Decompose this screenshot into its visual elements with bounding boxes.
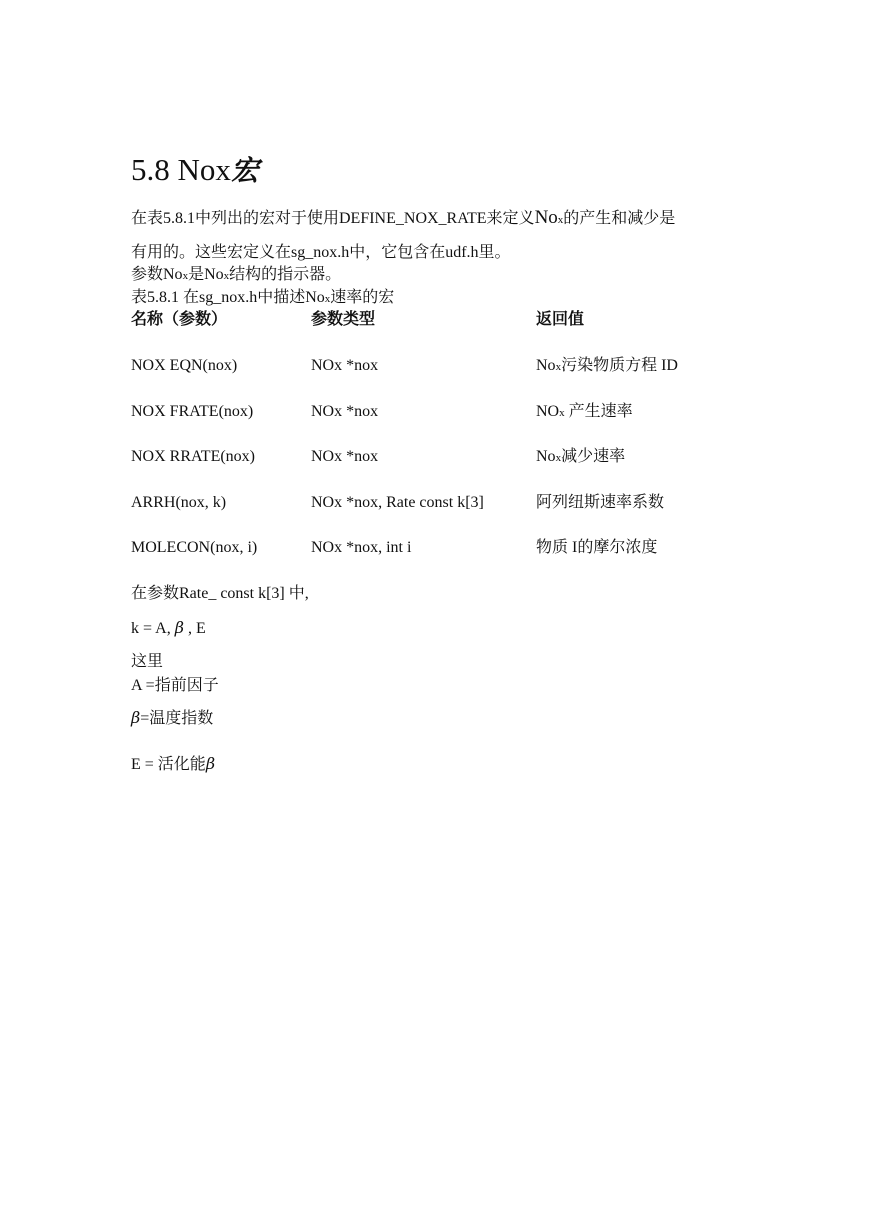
header-return: 返回值 <box>536 311 585 328</box>
intro-sub-3a: x <box>182 270 189 282</box>
cell-name: NOX RRATE(nox) <box>131 448 255 465</box>
header-type: 参数类型 <box>311 311 376 328</box>
intro-line-2: 有用的。这些宏定义在sg_nox.h中，它包含在udf.h里。 <box>131 244 511 261</box>
section-number: 5.8 Nox <box>131 152 231 187</box>
cell-return: NOx 产生速率 <box>536 403 633 420</box>
cell-type: NOx *nox <box>311 357 379 374</box>
here-label: 这里 <box>131 653 164 670</box>
intro-text-1b: 的产生和减少是 <box>563 210 676 227</box>
intro-text-1a: 在表5.8.1中列出的宏对于使用DEFINE_NOX_RATE来定义 <box>131 210 535 227</box>
cell-return: Nox污染物质方程 ID <box>536 357 678 374</box>
k-text-b: , E <box>183 620 206 637</box>
caption-sub: x <box>324 293 331 305</box>
table-caption <box>131 288 394 309</box>
k-text-a: k = A, <box>131 620 175 637</box>
cell-name: NOX EQN(nox) <box>131 357 238 374</box>
beta-symbol: β <box>131 708 141 727</box>
beta-def-text: =温度指数 <box>140 710 214 727</box>
cell-type: NOx *nox <box>311 448 379 465</box>
intro-n: N <box>534 207 549 228</box>
header-name: 名称（参数） <box>131 311 228 328</box>
a-definition: A =指前因子 <box>131 677 219 694</box>
section-title-zh: 宏 <box>230 156 259 187</box>
beta-symbol: β <box>174 618 184 637</box>
caption-text-b: 速率的宏 <box>330 289 395 306</box>
e-def-text: E = 活化能 <box>131 756 206 773</box>
intro-sub-3b: x <box>223 270 230 282</box>
cell-return: Nox减少速率 <box>536 448 626 465</box>
intro-text-3c: 结构的指示器。 <box>229 266 342 283</box>
cell-type: NOx *nox <box>311 403 379 420</box>
cell-name: MOLECON(nox, i) <box>131 539 258 556</box>
cell-type: NOx *nox, int i <box>311 539 412 556</box>
intro-text-3b: 是No <box>188 266 224 283</box>
cell-return: 阿列纽斯速率系数 <box>536 494 665 511</box>
section-title <box>131 150 259 192</box>
cell-type: NOx *nox, Rate const k[3] <box>311 494 484 511</box>
intro-text-3a: 参数No <box>131 266 183 283</box>
cell-name: ARRH(nox, k) <box>131 494 227 511</box>
intro-line-3 <box>131 265 341 286</box>
intro-line-1 <box>131 208 675 230</box>
param-note: 在参数Rate_ const k[3] 中, <box>131 585 309 602</box>
beta-definition <box>131 708 213 729</box>
k-definition <box>131 618 206 639</box>
intro-x: x <box>557 214 564 226</box>
beta-symbol: β <box>205 754 216 773</box>
cell-return: 物质 I的摩尔浓度 <box>536 539 658 556</box>
cell-name: NOX FRATE(nox) <box>131 403 254 420</box>
caption-text-a: 表5.8.1 在sg_nox.h中描述No <box>131 289 325 306</box>
e-definition <box>131 754 215 775</box>
intro-o: o <box>548 207 558 228</box>
